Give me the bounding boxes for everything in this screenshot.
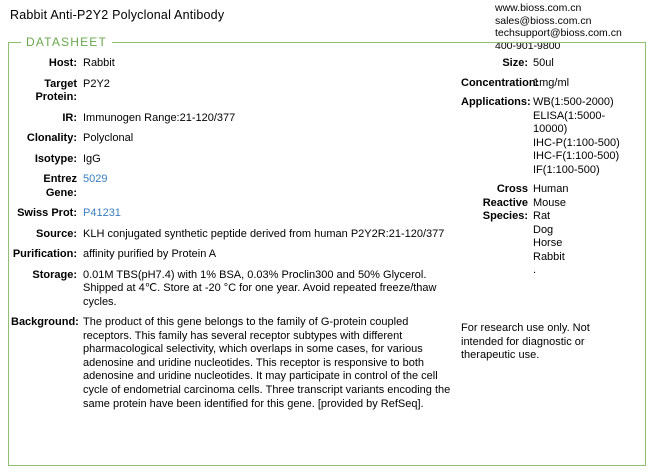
- species-human: Human: [533, 183, 569, 195]
- species-rabbit: Rabbit: [533, 250, 565, 263]
- field-source: [11, 228, 459, 242]
- field-ir: [11, 112, 459, 126]
- field-label: Swiss Prot:: [17, 207, 77, 219]
- field-size: [461, 57, 643, 71]
- species-rat: Rat: [533, 210, 551, 222]
- field-value: KLH conjugated synthetic peptide derived from human P2Y2R:21-120/377: [83, 227, 445, 240]
- field-value: P2Y2: [83, 77, 110, 90]
- field-label: Isotype:: [34, 152, 77, 165]
- species-dog: Dog: [533, 223, 554, 236]
- field-host: [11, 57, 459, 71]
- field-value: 1mg/ml: [533, 76, 570, 89]
- species-mouse: Mouse: [533, 196, 567, 209]
- field-value: 0.01M TBS(pH7.4) with 1% BSA, 0.03% Proclin300 and 50% Glycerol. Shipped at 4℃. Store at -20 °C for one year. Avoid repeated freeze/thaw cycles.: [83, 268, 437, 308]
- field-value-list: [533, 183, 643, 278]
- application-ihc-f: IHC-F(1:100-500): [533, 150, 620, 162]
- field-target-protein: [11, 78, 459, 105]
- support-email[interactable]: techsupport@bioss.com.cn: [495, 27, 622, 39]
- field-label: Target Protein:: [35, 77, 77, 103]
- field-purification: [11, 248, 459, 262]
- field-entrez-gene: [11, 173, 459, 200]
- field-label: IR:: [62, 111, 77, 124]
- field-label: Purification:: [12, 248, 77, 260]
- field-value: Polyclonal: [83, 132, 134, 144]
- entrez-gene-link[interactable]: 5029: [83, 173, 108, 185]
- application-elisa-line2: 10000): [533, 123, 568, 135]
- application-ihc-p: IHC-P(1:100-500): [533, 136, 620, 149]
- application-elisa-line1: ELISA(1:5000-: [533, 109, 606, 122]
- company-phone: 400-901-9800: [495, 39, 561, 52]
- field-value: The product of this gene belongs to the family of G-protein coupled receptors. This family has several receptor subtypes with different pharmacological selectivity, which overlaps in some cases, for various adenosine and uridine nucleotides. This receptor is responsive to both adenosine and uridine nucleotides. It may participate in control of the cell cycle of endometrial carcinoma cells. Three transcript variants encoding the same protein have been identified for this gene. [provided by RefSeq].: [83, 316, 451, 410]
- field-label: Cross Reactive Species:: [482, 183, 528, 222]
- field-value-list: [533, 77, 643, 91]
- right-field-column: [461, 57, 643, 284]
- field-value-list: [533, 57, 643, 71]
- field-background: [11, 316, 459, 411]
- datasheet-legend: DATASHEET: [21, 35, 112, 49]
- field-value-list: [533, 96, 643, 177]
- field-value: Rabbit: [83, 57, 115, 69]
- left-field-column: [11, 57, 459, 418]
- field-isotype: [11, 153, 459, 167]
- field-label: Host:: [48, 57, 77, 69]
- field-applications: [461, 96, 643, 177]
- field-cross-reactive-species: [461, 183, 643, 278]
- field-concentration: [461, 77, 643, 91]
- application-wb: WB(1:500-2000): [533, 96, 614, 108]
- datasheet-panel: [8, 35, 646, 466]
- usage-disclaimer: For research use only. Not intended for diagnostic or therapeutic use.: [461, 322, 590, 361]
- field-value: IgG: [83, 152, 101, 165]
- species-trailing-dot: .: [533, 264, 537, 276]
- field-value: 50ul: [533, 57, 554, 69]
- field-value: affinity purified by Protein A: [83, 248, 217, 260]
- field-label: Size:: [502, 57, 528, 69]
- field-label: Source:: [36, 227, 77, 240]
- application-if: IF(1:100-500): [533, 163, 600, 176]
- field-label: Entrez Gene:: [43, 173, 77, 199]
- sales-email[interactable]: sales@bioss.com.cn: [495, 14, 592, 27]
- field-label: Applications:: [461, 96, 531, 108]
- swiss-prot-link[interactable]: P41231: [83, 207, 121, 219]
- field-label: Storage:: [32, 268, 77, 281]
- species-horse: Horse: [533, 237, 563, 249]
- field-label: Background:: [11, 316, 79, 328]
- field-swiss-prot: [11, 207, 459, 221]
- field-clonality: [11, 132, 459, 146]
- company-website[interactable]: www.bioss.com.cn: [495, 2, 582, 14]
- field-storage: [11, 269, 459, 310]
- page-title: Rabbit Anti-P2Y2 Polyclonal Antibody: [10, 8, 225, 22]
- field-value: Immunogen Range:21-120/377: [83, 111, 236, 124]
- field-label: Clonality:: [26, 132, 77, 144]
- field-label: Concentration:: [461, 76, 540, 89]
